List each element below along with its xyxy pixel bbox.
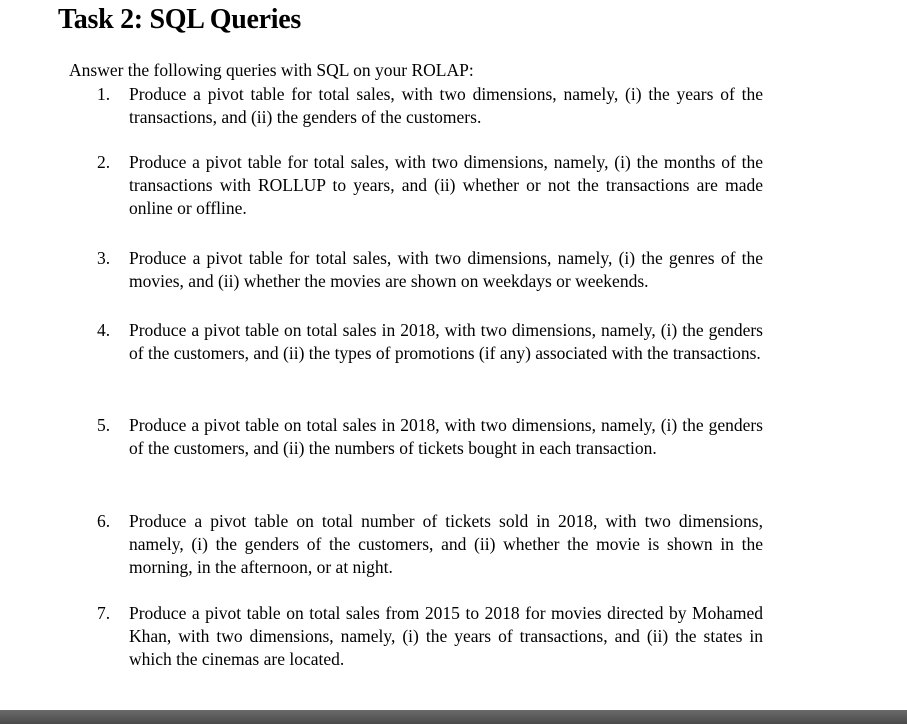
question-text: Produce a pivot table on total number of tickets sold in 2018, with two dimensions, namely, (i) the genders of the customers, and (ii) whether the movie is shown in the morning, in the afternoon, or at night. [129, 511, 763, 577]
intro-text: Answer the following queries with SQL on your ROLAP: [69, 60, 474, 80]
viewer-bottom-bar [0, 710, 907, 724]
question-text: Produce a pivot table on total sales in 2018, with two dimensions, namely, (i) the genders of the customers, and (ii) the types of promotions (if any) associated with the transactions. [129, 320, 763, 363]
question-number: 6. [97, 511, 111, 531]
question-text: Produce a pivot table on total sales from 2015 to 2018 for movies directed by Mohamed Khan, with two dimensions, namely, (i) the years of transactions, and (ii) the states in which the cinemas are located. [129, 603, 763, 669]
question-text: Produce a pivot table for total sales, with two dimensions, namely, (i) the genres of the movies, and (ii) whether the movies are shown on weekdays or weekends. [129, 248, 763, 291]
question-number: 1. [97, 84, 111, 104]
question-text: Produce a pivot table for total sales, with two dimensions, namely, (i) the months of the transactions with ROLLUP to years, and (ii) whether or not the transactions are made online or offline. [129, 152, 763, 218]
question-number: 4. [97, 320, 111, 340]
question-text: Produce a pivot table for total sales, with two dimensions, namely, (i) the years of the transactions, and (ii) the genders of the customers. [129, 84, 763, 127]
page-title: Task 2: SQL Queries [58, 4, 301, 35]
question-number: 5. [97, 415, 111, 435]
question-number: 7. [97, 603, 111, 623]
question-text: Produce a pivot table on total sales in 2018, with two dimensions, namely, (i) the genders of the customers, and (ii) the numbers of tickets bought in each transaction. [129, 415, 763, 458]
question-number: 3. [97, 248, 111, 268]
question-number: 2. [97, 152, 111, 172]
